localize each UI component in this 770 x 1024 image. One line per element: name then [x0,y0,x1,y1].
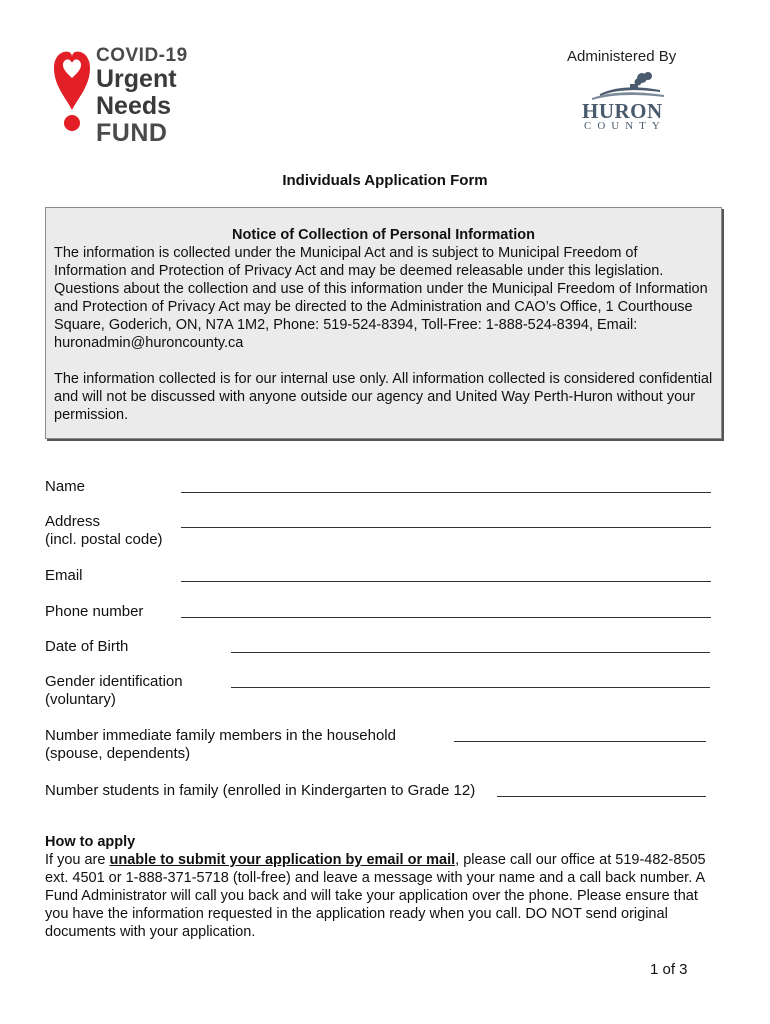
address-field[interactable] [181,527,711,528]
address-label: Address [45,513,101,530]
dob-label: Date of Birth [45,638,129,655]
family-members-label: Number immediate family members in the household [45,727,396,744]
students-field[interactable] [497,796,706,797]
huron-logo-name: HURON [582,99,663,123]
privacy-notice-box [45,207,722,439]
logo-wordmark [96,46,188,146]
how-to-apply-body: , please call our office at 519-482-8505 ext. 4501 or 1-888-371-5718 (toll-free) and leave a message with your name and a call back number. A Fund Administrator will call you back and will take your application over the phone. Please ensure that you have the information requested in the application ready when you call. DO NOT send original documents with your application. [45,852,706,940]
how-to-apply-prefix: If you are [45,852,110,868]
name-field[interactable] [181,492,711,493]
page-number: 1 of 3 [650,961,688,978]
logo-line-covid: COVID-19 [96,45,188,66]
dob-field[interactable] [231,652,710,653]
how-to-apply-section [45,833,725,941]
notice-heading: Notice of Collection of Personal Information [232,227,535,243]
students-label: Number students in family (enrolled in Kindergarten to Grade 12) [45,782,476,799]
how-to-apply-emphasis: unable to submit your application by email or mail [109,852,456,868]
notice-paragraph-2: The information collected is for our internal use only. All information collected is considered confidential and will not be discussed with anyone outside our agency and United Way Perth-Huron without your permission. [54,371,713,423]
phone-label: Phone number [45,603,144,620]
logo-line-fund: FUND [96,119,168,147]
name-label: Name [45,478,86,495]
phone-field[interactable] [181,617,711,618]
gender-label: Gender identification [45,673,183,690]
address-sublabel: (incl. postal code) [45,531,163,548]
logo-line-urgent: Urgent [96,65,177,93]
email-label: Email [45,567,83,584]
how-to-apply-heading: How to apply [45,834,136,850]
email-field[interactable] [181,581,711,582]
covid-heart-logo-icon [52,48,92,132]
huron-logo-county: COUNTY [584,120,666,132]
family-members-sublabel: (spouse, dependents) [45,745,191,762]
form-title: Individuals Application Form [282,172,488,189]
administered-by-label: Administered By [567,48,677,65]
notice-paragraph-1: The information is collected under the Municipal Act and is subject to Municipal Freedom of Information and Protection of Privacy Act and may be deemed releasable under this legislation. Questions about the collection and use of this information under the Municipal Freedom of Information and Protection of Privacy Act may be directed to the Administration and CAO’s Office, 1 Courthouse Square, Goderich, ON, N7A 1M2, Phone: 519-524-8394, Toll-Free: 1-888-524-8394, Email: huronadmin@huroncounty.ca [54,245,708,351]
logo-line-needs: Needs [96,92,172,120]
gender-sublabel: (voluntary) [45,691,116,708]
gender-field[interactable] [231,687,710,688]
family-members-field[interactable] [454,741,706,742]
